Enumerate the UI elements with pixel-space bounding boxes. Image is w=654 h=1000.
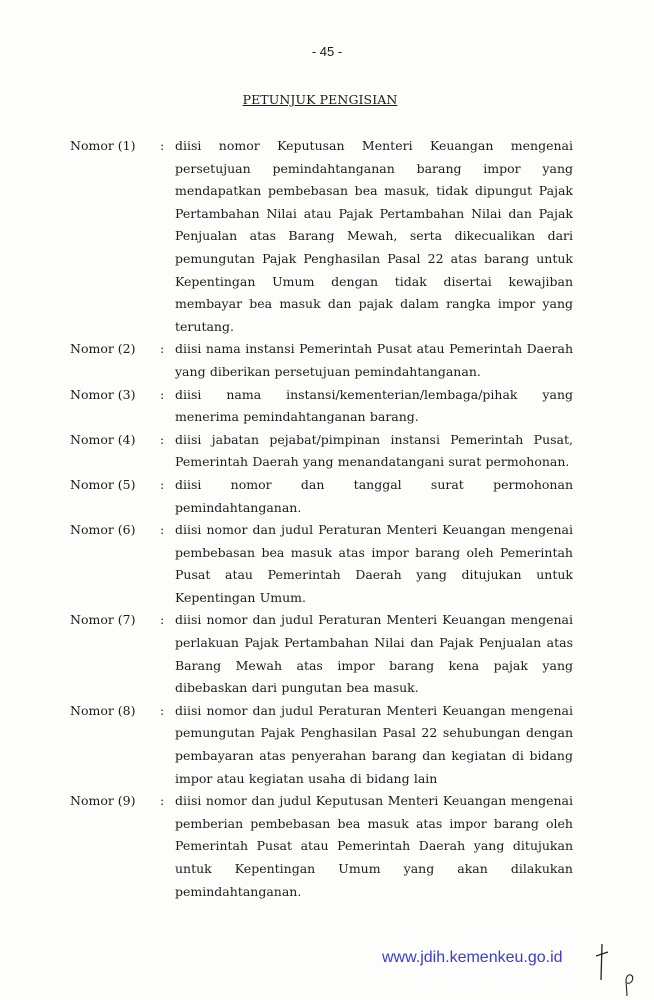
entry-text: diisi nomor dan tanggal surat permohonan pemindahtanganan. (175, 476, 573, 515)
entry-separator: : (160, 476, 165, 492)
entry-text: diisi nama instansi Pemerintah Pusat atau Pemerintah Daerah yang diberikan persetujuan pemindahtanganan. (175, 341, 573, 379)
entry-text: diisi nomor dan judul Keputusan Menteri Keuangan mengenai pemberian pembebasan bea masuk atas impor barang oleh Pemerintah Pusat atau Pemerintah Daerah yang ditujukan untuk Kepentingan Umum yang akan dilakukan pemindahtanganan. (175, 793, 573, 899)
entry-separator: : (160, 612, 165, 628)
paraf-initial-icon (623, 972, 637, 998)
entry-label: Nomor (5) (70, 476, 136, 492)
jdih-website-link[interactable]: www.jdih.kemenkeu.go.id (382, 949, 563, 966)
entry-separator: : (160, 702, 165, 718)
entry-text: diisi nomor dan judul Peraturan Menteri Keuangan mengenai perlakuan Pajak Pertambahan Nilai dan Pajak Penjualan atas Barang Mewah atas impor barang kena pajak yang dibebaskan dari pungutan bea masuk. (175, 612, 573, 696)
entry-separator: : (160, 431, 165, 447)
document-title: PETUNJUK PENGISIAN (242, 92, 398, 107)
instruction-entry-2 (70, 338, 573, 383)
entry-label: Nomor (3) (70, 386, 136, 402)
entry-separator: : (160, 793, 165, 809)
entry-label: Nomor (8) (70, 702, 136, 718)
entry-separator: : (160, 138, 165, 153)
entry-separator: : (160, 386, 165, 402)
page-number: - 45 - (311, 44, 343, 59)
instruction-entry-3 (70, 384, 573, 429)
entry-label: Nomor (7) (70, 612, 136, 628)
entry-separator: : (160, 341, 165, 357)
entry-text: diisi nama instansi/kementerian/lembaga/pihak yang menerima pemindahtanganan barang. (175, 386, 573, 425)
instruction-entry-4 (70, 429, 573, 474)
instruction-entry-1 (70, 135, 573, 338)
entry-label: Nomor (6) (70, 522, 136, 538)
entry-label: Nomor (9) (70, 793, 136, 809)
signature-initial-mark-icon (592, 942, 612, 982)
entry-text: diisi nomor dan judul Peraturan Menteri Keuangan mengenai pemungutan Pajak Penghasilan Pasal 22 sehubungan dengan pembayaran atas penyerahan barang dan kegiatan di bidang impor atau kegiatan usaha di bidang lain (175, 702, 573, 786)
instructions-list (70, 135, 573, 903)
entry-text: diisi nomor dan judul Peraturan Menteri Keuangan mengenai pembebasan bea masuk atas impor barang oleh Pemerintah Pusat atau Pemerintah Daerah yang ditujukan untuk Kepentingan Umum. (175, 522, 573, 605)
entry-separator: : (160, 522, 165, 538)
instruction-entry-7 (70, 609, 573, 699)
entry-text: diisi jabatan pejabat/pimpinan instansi Pemerintah Pusat, Pemerintah Daerah yang menandatangani surat permohonan. (175, 431, 573, 470)
entry-label: Nomor (4) (70, 431, 136, 447)
entry-text: diisi nomor Keputusan Menteri Keuangan mengenai persetujuan pemindahtanganan barang impor yang mendapatkan pembebasan bea masuk, tidak dipungut Pajak Pertambahan Nilai atau Pajak Pertambahan Nilai dan Pajak Penjualan atas Barang Mewah, serta dikecualikan dari pemungutan Pajak Penghasilan Pasal 22 atas barang untuk Kepentingan Umum dengan tidak disertai kewajiban membayar bea masuk dan pajak dalam rangka impor yang terutang. (175, 138, 573, 334)
entry-label: Nomor (2) (70, 341, 136, 357)
instruction-entry-8 (70, 700, 573, 790)
instruction-entry-5 (70, 474, 573, 519)
instruction-entry-6 (70, 519, 573, 609)
entry-label: Nomor (1) (70, 138, 136, 153)
instruction-entry-9 (70, 790, 573, 903)
